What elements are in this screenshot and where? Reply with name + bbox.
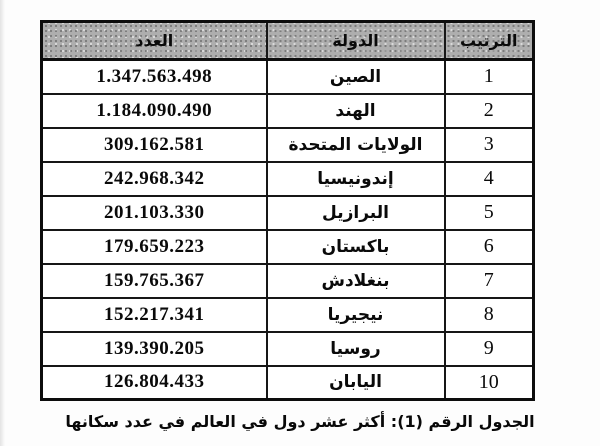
country-cell: بنغلادش bbox=[267, 264, 445, 298]
table-row bbox=[42, 366, 534, 400]
population-cell: 179.659.223 bbox=[42, 230, 267, 264]
table-row bbox=[42, 230, 534, 264]
country-cell: الصين bbox=[267, 60, 445, 94]
country-cell: الهند bbox=[267, 94, 445, 128]
rank-cell: 10 bbox=[445, 366, 534, 400]
header-population: العدد bbox=[42, 22, 267, 60]
population-cell: 126.804.433 bbox=[42, 366, 267, 400]
scan-edge-artifact bbox=[0, 0, 5, 446]
table-row bbox=[42, 128, 534, 162]
population-cell: 1.347.563.498 bbox=[42, 60, 267, 94]
rank-cell: 3 bbox=[445, 128, 534, 162]
rank-cell: 5 bbox=[445, 196, 534, 230]
table-row bbox=[42, 196, 534, 230]
country-cell: باكستان bbox=[267, 230, 445, 264]
table-row bbox=[42, 264, 534, 298]
rank-cell: 1 bbox=[445, 60, 534, 94]
table-row bbox=[42, 60, 534, 94]
table-row bbox=[42, 162, 534, 196]
population-cell: 1.184.090.490 bbox=[42, 94, 267, 128]
population-cell: 242.968.342 bbox=[42, 162, 267, 196]
rank-cell: 8 bbox=[445, 298, 534, 332]
country-cell: البرازيل bbox=[267, 196, 445, 230]
header-country: الدولة bbox=[267, 22, 445, 60]
population-cell: 201.103.330 bbox=[42, 196, 267, 230]
rank-cell: 4 bbox=[445, 162, 534, 196]
population-cell: 139.390.205 bbox=[42, 332, 267, 366]
table-caption: الجدول الرقم (1): أكثر عشر دول في العالم في عدد سكانها bbox=[65, 412, 535, 431]
header-rank: الترتيب bbox=[445, 22, 534, 60]
country-cell: إندونيسيا bbox=[267, 162, 445, 196]
rank-cell: 6 bbox=[445, 230, 534, 264]
rank-cell: 7 bbox=[445, 264, 534, 298]
country-cell: روسيا bbox=[267, 332, 445, 366]
country-cell: نيجيريا bbox=[267, 298, 445, 332]
population-table bbox=[40, 20, 535, 401]
table-row bbox=[42, 94, 534, 128]
country-cell: الولايات المتحدة bbox=[267, 128, 445, 162]
population-cell: 159.765.367 bbox=[42, 264, 267, 298]
table-row bbox=[42, 298, 534, 332]
population-cell: 152.217.341 bbox=[42, 298, 267, 332]
table-row bbox=[42, 332, 534, 366]
country-cell: اليابان bbox=[267, 366, 445, 400]
header-row bbox=[42, 22, 534, 60]
rank-cell: 2 bbox=[445, 94, 534, 128]
rank-cell: 9 bbox=[445, 332, 534, 366]
population-cell: 309.162.581 bbox=[42, 128, 267, 162]
